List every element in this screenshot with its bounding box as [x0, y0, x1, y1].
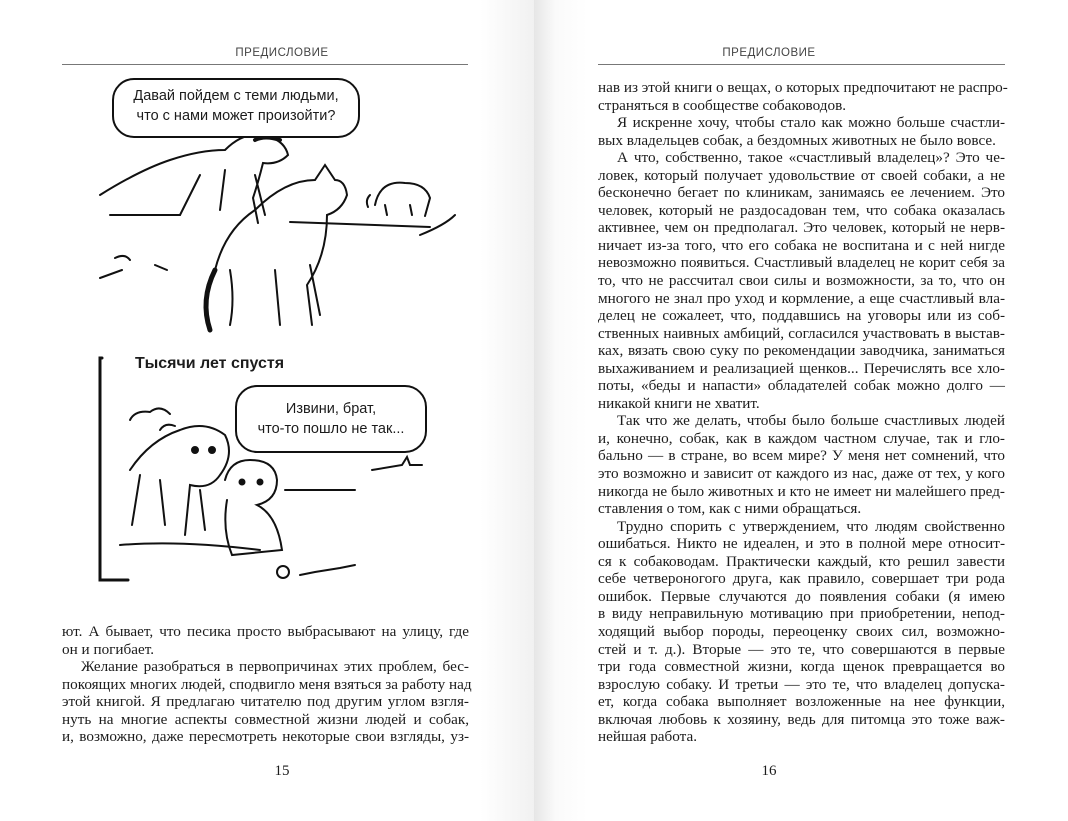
body-text — [62, 623, 472, 746]
text-line: ся к собаководам. Практически каждый, кто решил завести — [598, 552, 1005, 570]
text-line: ет, когда собака выполняет возложенные на нее функции, — [598, 693, 1005, 711]
text-line: и, возможно, даже пересмотреть некоторые свои взгляды, уз- — [62, 728, 469, 746]
text-line: ках, вязать свою суку по рекомендации заводчика, заниматься — [598, 342, 1005, 360]
text-line: нейшая работа. — [598, 728, 698, 746]
speech-line: что с нами может произойти? — [136, 108, 336, 124]
text-line: бесконечно бегает по клиникам, занимаясь ее лечением. Это — [598, 184, 1005, 202]
text-line: покоящих многих людей, сподвигло меня взяться за работу над — [62, 675, 472, 693]
text-line: это возможно и зависит от каждого из нас, даже от тех, у кого — [598, 465, 1005, 483]
text-line: ют. А бывает, что песика просто выбрасывают на улицу, где — [62, 623, 469, 640]
text-line: никогда не было животных и кто не имеет ни малейшего пред- — [598, 482, 1005, 500]
text-line: три года совместной жизни, когда щенок превращается во — [598, 658, 1005, 676]
toy-bone-drawing — [300, 565, 355, 575]
text-line: он и погибает. — [62, 640, 155, 658]
running-head: ПРЕДИСЛОВИЕ — [722, 47, 816, 59]
pug-2-drawing — [225, 460, 282, 555]
illustration-caption: Тысячи лет спустя — [135, 355, 285, 372]
text-line: ничает из-за того, что его собака не воспитана и с ней нигде — [598, 236, 1005, 254]
text-line: нав из этой книги о вещах, о которых предпочитают не распро- — [598, 79, 1008, 96]
text-line: ловек, который получает удовольствие от своей собаки, а не — [598, 166, 1005, 184]
text-line: этой книгой. Я предлагаю читателю под другим углом взгля- — [62, 693, 469, 711]
clouds-drawing — [130, 408, 175, 430]
text-line: бально — в стране, во всем мире? У меня нет сомнений, что — [598, 447, 1005, 465]
text-line: делец не сожалеет, что, поддавшись на уговоры или из соб- — [598, 307, 1005, 325]
text-line: ставления о том, как с ними обращаться. — [598, 500, 862, 518]
text-line: ходящий выбор породы, переоценку своих сил, возможно- — [598, 622, 1005, 640]
text-line: в виду неправильную мотивацию при приобретении, непод- — [598, 605, 1005, 623]
text-line: взрослую собаку. И третьи — это те, что владелец допуска- — [598, 675, 1005, 693]
speech-bubble-2 — [235, 385, 427, 453]
text-line: то, что не рассчитал свои силы и возможности, за то, что он — [598, 272, 1005, 290]
text-line: и, конечно, собак, как в каждом частном случае, так и гло- — [598, 429, 1005, 447]
body-text — [598, 79, 1008, 746]
text-line: нуть на многие аспекты совместной жизни людей и собак, — [62, 710, 469, 728]
text-line: Желание разобраться в первопричинах этих проблем, бес- — [81, 658, 469, 676]
text-line: себе четвероногого друга, как правило, совершает три рода — [598, 570, 1005, 588]
ground-lines-2 — [120, 490, 355, 550]
text-line: А что, собственно, такое «счастливый владелец»? Это че- — [617, 149, 1005, 167]
text-line: многого не знал про уход и кормление, а еще счастливый вла- — [598, 289, 1005, 307]
ball-drawing — [277, 566, 289, 578]
mammoth-drawing — [367, 183, 430, 216]
text-line: ственных наивных амбиций, согласился участвовать в выстав- — [598, 324, 1005, 342]
header-rule — [598, 64, 1005, 65]
text-line: Трудно спорить с утверждением, что людям свойственно — [617, 517, 1005, 535]
running-head: ПРЕДИСЛОВИЕ — [235, 47, 329, 59]
text-line: включая любовь к хозяину, ведь для питомца это тоже важ- — [598, 710, 1005, 728]
text-line: активнее, чем он предполагал. Это человек, который не нерв- — [598, 219, 1005, 237]
wolf-2-drawing — [206, 165, 347, 330]
text-line: человек, который не раздосадован тем, что собака оказалась — [598, 201, 1005, 219]
page-number: 16 — [761, 763, 777, 779]
bracket-line — [100, 358, 128, 580]
text-line: страняться в сообществе собаководов. — [598, 96, 847, 114]
ground-lines — [110, 215, 455, 235]
text-line: никакой книги не хватит. — [598, 394, 760, 412]
text-line: ошибок. Первые случаются до появления собаки (я имею — [598, 587, 1005, 605]
right-page — [534, 0, 1068, 821]
page-number: 15 — [274, 763, 290, 779]
text-line: Так что же делать, чтобы было больше счастливых людей — [617, 412, 1005, 430]
text-line: стей и т. д.). Вторые — это те, что совершаются в первые — [598, 640, 1005, 658]
text-line: Я искренне хочу, чтобы стало как можно больше счастли- — [617, 114, 1005, 132]
text-line: поты, «беды и напасти» обладателей собак можно долго — — [598, 377, 1005, 395]
text-line: вых владельцев собак, а бездомных животных не было вовсе. — [598, 131, 996, 149]
pug-1-drawing — [130, 426, 229, 535]
bones-drawing — [100, 256, 167, 278]
wolf-1-drawing — [100, 125, 288, 223]
speech-bubble-1 — [112, 78, 360, 138]
text-line: выхаживанием и реализацией щенков... Перечислять все хло- — [598, 359, 1005, 377]
speech-line: Давай пойдем с теми людьми, — [133, 88, 339, 104]
airplane-drawing — [372, 457, 422, 470]
text-line: невозможно появиться. Счастливый владелец не корит себя за — [598, 254, 1005, 272]
speech-line: Извини, брат, — [285, 401, 377, 417]
text-line: ошибаться. Никто не идеален, и это в полной мере относит- — [598, 535, 1005, 553]
speech-line: что-то пошло не так... — [257, 421, 405, 437]
